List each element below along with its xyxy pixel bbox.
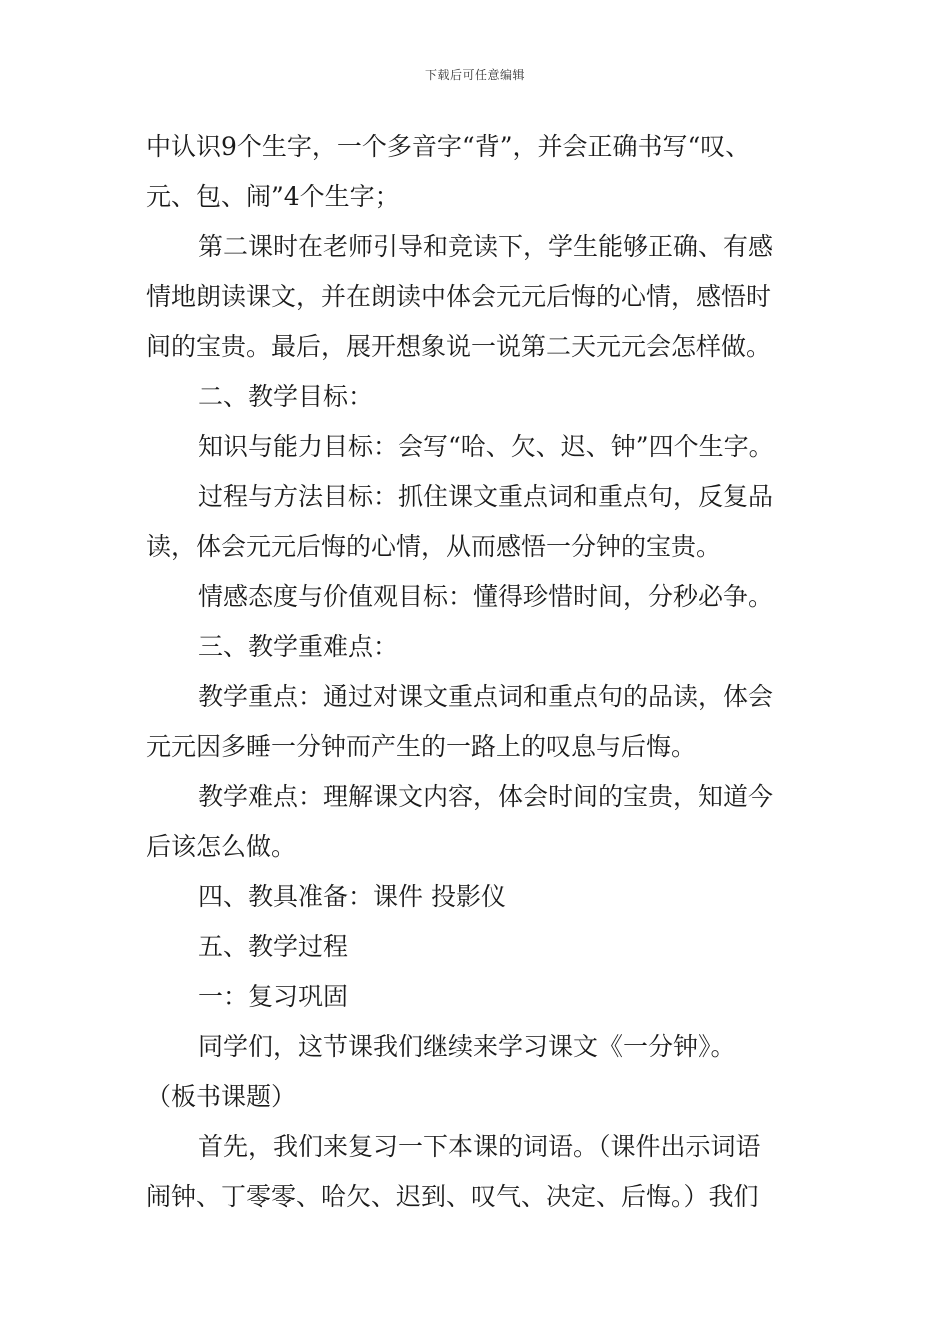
text-line-8: 过程与方法目标：抓住课文重点词和重点句，反复品 xyxy=(198,482,774,511)
text-line-12: 教学重点：通过对课文重点词和重点句的品读，体会 xyxy=(198,682,774,711)
document-body xyxy=(146,122,816,1222)
text-line-9: 读，体会元元后悔的心情，从而感悟一分钟的宝贵。 xyxy=(146,532,722,561)
text-line-21: 首先，我们来复习一下本课的词语。（课件出示词语 xyxy=(198,1132,761,1161)
text-line-5: 间的宝贵。最后，展开想象说一说第二天元元会怎样做。 xyxy=(146,332,772,361)
text-line-1: 中认识9个生字，一个多音字“背”，并会正确书写“叹、 xyxy=(146,132,751,161)
text-line-13: 元元因多睡一分钟而产生的一路上的叹息与后悔。 xyxy=(146,732,697,761)
text-line-7: 知识与能力目标：会写“哈、欠、迟、钟”四个生字。 xyxy=(198,432,774,461)
text-line-19: 同学们，这节课我们继续来学习课文《一分钟》。 xyxy=(198,1032,736,1061)
section-heading-objectives: 二、教学目标： xyxy=(198,382,374,411)
section-heading-materials: 四、教具准备：课件 投影仪 xyxy=(198,882,506,911)
text-line-14: 教学难点：理解课文内容，体会时间的宝贵，知道今 xyxy=(198,782,774,811)
subsection-heading-review: 一：复习巩固 xyxy=(198,982,349,1011)
text-line-4: 情地朗读课文，并在朗读中体会元元后悔的心情，感悟时 xyxy=(146,282,772,311)
text-line-10: 情感态度与价值观目标：懂得珍惜时间，分秒必争。 xyxy=(198,582,774,611)
text-line-2: 元、包、闹”4个生字； xyxy=(146,182,400,211)
text-line-20: （板书课题） xyxy=(146,1082,297,1111)
text-line-3: 第二课时在老师引导和竞读下，学生能够正确、有感 xyxy=(198,232,774,261)
section-heading-key-points: 三、教学重难点： xyxy=(198,632,399,661)
section-heading-process: 五、教学过程 xyxy=(198,932,349,961)
page-header: 下载后可任意编辑 xyxy=(424,68,525,82)
text-line-15: 后该怎么做。 xyxy=(146,832,297,861)
text-line-22: 闹钟、丁零零、哈欠、迟到、叹气、决定、后悔。）我们 xyxy=(146,1182,759,1211)
